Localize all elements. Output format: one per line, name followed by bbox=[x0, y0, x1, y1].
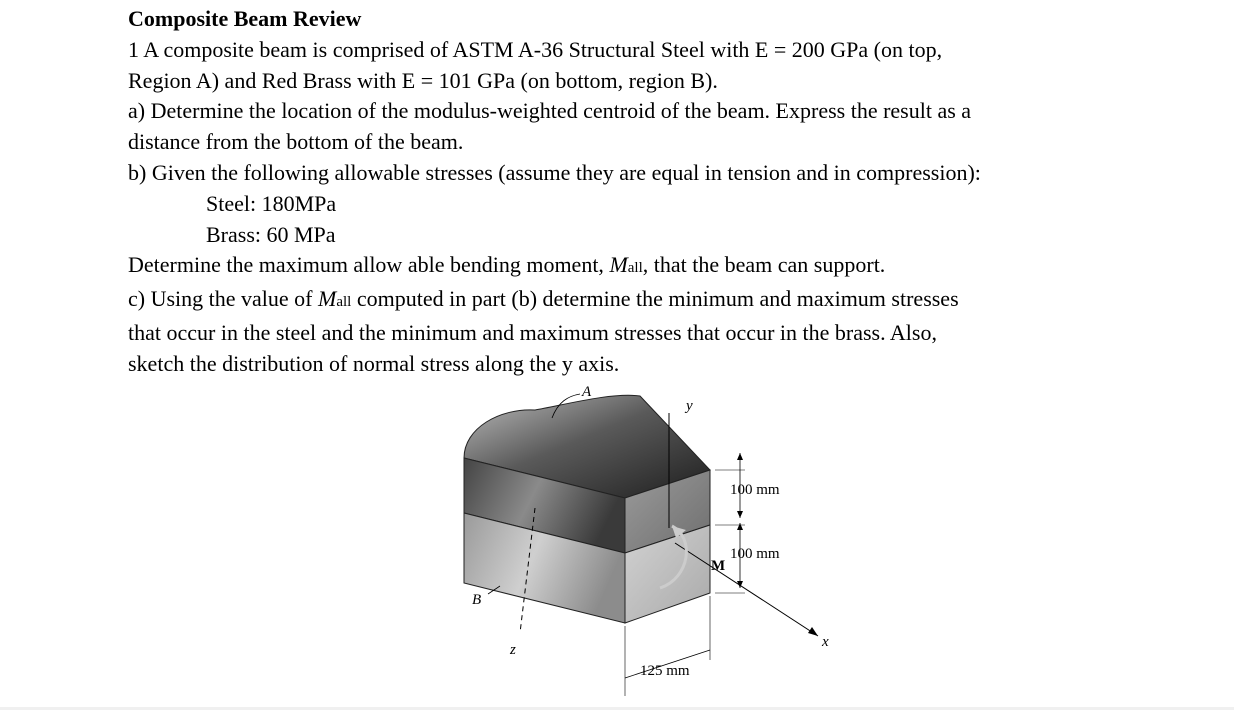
part-c-line-3: sketch the distribution of normal stress along the y axis. bbox=[128, 350, 620, 376]
region-b-label: B bbox=[472, 592, 482, 608]
part-c-line-1 bbox=[128, 284, 1208, 318]
m-symbol-2: M bbox=[318, 286, 337, 312]
m-allowable-symbol-2 bbox=[318, 286, 351, 311]
dim-bottom-height-label: 100 mm bbox=[730, 546, 780, 562]
dim-arrow-2 bbox=[737, 511, 743, 518]
z-axis-label: z bbox=[510, 642, 516, 658]
document-title: Composite Beam Review bbox=[128, 6, 362, 31]
determine-prefix: Determine the maximum allow able bending moment, bbox=[128, 252, 610, 278]
determine-suffix: , that the beam can support. bbox=[642, 252, 886, 278]
part-c-prefix: c) Using the value of bbox=[128, 286, 318, 312]
brass-allowable-stress: Brass: 60 MPa bbox=[206, 221, 336, 247]
composite-beam-figure bbox=[440, 378, 860, 708]
dim-width-label: 125 mm bbox=[640, 663, 690, 679]
part-a-line-2: distance from the bottom of the beam. bbox=[128, 129, 464, 155]
moment-label: M bbox=[711, 558, 726, 574]
m-allowable-symbol bbox=[609, 252, 642, 277]
determine-moment-line bbox=[128, 250, 1208, 284]
x-axis-label: x bbox=[822, 634, 829, 650]
dim-arrow-1 bbox=[737, 453, 743, 460]
part-c-suffix: computed in part (b) determine the minimum and maximum stresses bbox=[351, 286, 959, 312]
problem-statement-line-2: Region A) and Red Brass with E = 101 GPa (on bottom, region B). bbox=[128, 67, 718, 93]
m-symbol: M bbox=[609, 252, 628, 278]
part-c-line-2: that occur in the steel and the minimum and maximum stresses that occur in the brass. Also, bbox=[128, 319, 937, 345]
part-b-line-1: b) Given the following allowable stresses (assume they are equal in tension and in compression): bbox=[128, 159, 981, 185]
problem-document bbox=[128, 4, 1208, 380]
y-axis-label: y bbox=[686, 398, 693, 414]
region-a-label: A bbox=[582, 384, 592, 400]
part-a-line-1: a) Determine the location of the modulus-weighted centroid of the beam. Express the result as a bbox=[128, 98, 972, 124]
x-axis-arrowhead bbox=[808, 627, 818, 636]
m-subscript-2: all bbox=[336, 294, 352, 311]
problem-statement-line-1: 1 A composite beam is comprised of ASTM A-36 Structural Steel with E = 200 GPa (on top, bbox=[128, 36, 943, 62]
m-subscript: all bbox=[627, 260, 643, 277]
steel-allowable-stress: Steel: 180MPa bbox=[206, 190, 337, 216]
dim-top-height-label: 100 mm bbox=[730, 482, 780, 498]
dim-arrow-3 bbox=[737, 523, 743, 530]
